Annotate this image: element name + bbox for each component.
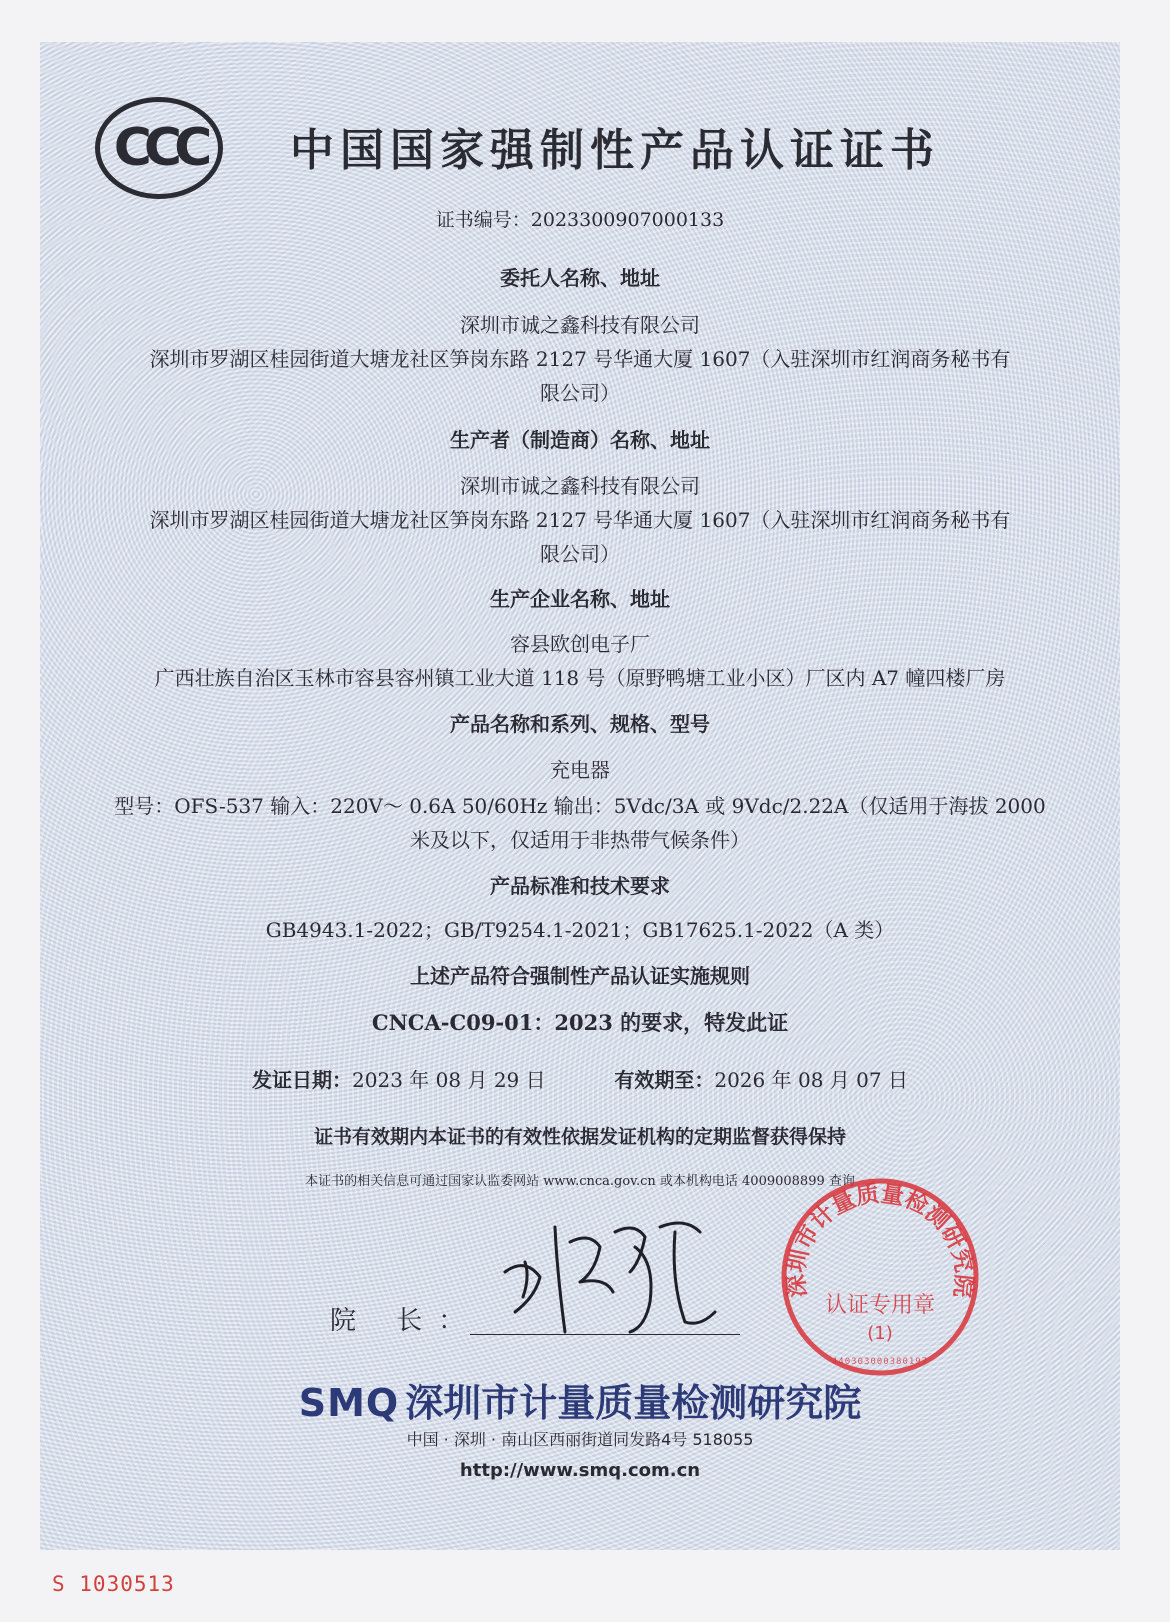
org-name: 深圳市计量质量检测研究院 (405, 1381, 862, 1425)
standards-text: GB4943.1-2022；GB/T9254.1-2021；GB17625.1-2022（A 类） (265, 918, 895, 942)
applicant-address-line1: 深圳市罗湖区桂园街道大塘龙社区笋岗东路 2127 号华通大厦 1607（入驻深圳市红润商务秘书有 (149, 347, 1011, 371)
seal-ring-text: 深圳市计量质量检测研究院 (783, 1181, 977, 1299)
inquiry-note: 本证书的相关信息可通过国家认监委网站 www.cnca.gov.cn 或本机构电话 4009008899 查询 (305, 1174, 855, 1189)
ccc-logo (95, 97, 223, 199)
ccc-logo-text: CCC (113, 118, 205, 178)
org-name-row (40, 1372, 1120, 1427)
director-signature (495, 1202, 725, 1347)
compliance-line1: 上述产品符合强制性产品认证实施规则 (410, 964, 750, 988)
applicant-heading: 委托人名称、地址 (500, 266, 660, 290)
applicant-address-line2: 限公司） (540, 381, 620, 405)
product-model-line1: 型号：OFS-537 输入：220V～ 0.6A 50/60Hz 输出：5Vdc/3A 或 9Vdc/2.22A（仅适用于海拔 2000 (114, 794, 1046, 818)
certificate-sheet (40, 42, 1120, 1550)
dates-row (40, 1064, 1120, 1093)
certificate-number: 证书编号：2023300907000133 (435, 209, 725, 231)
issue-date: 2023 年 08 月 29 日 (352, 1068, 546, 1092)
seal-center-text: 认证专用章 (824, 1293, 936, 1318)
org-url: http://www.smq.com.cn (459, 1460, 701, 1481)
serial-number: S 1030513 (52, 1572, 175, 1596)
factory-address: 广西壮族自治区玉林市容县容州镇工业大道 118 号（原野鸭塘工业小区）厂区内 A7 幢四楼厂房 (154, 666, 1006, 690)
product-model-line2: 米及以下，仅适用于非热带气候条件） (410, 828, 750, 852)
signature-label: 院 长： (330, 1306, 481, 1336)
validity-note: 证书有效期内本证书的有效性依据发证机构的定期监督获得保持 (313, 1126, 846, 1148)
standards-heading: 产品标准和技术要求 (490, 874, 670, 898)
issue-date-label: 发证日期： (252, 1068, 353, 1092)
expire-date: 2026 年 08 月 07 日 (714, 1068, 908, 1092)
seal-center-number: (1) (867, 1323, 893, 1344)
smq-logo: SMQ (298, 1381, 400, 1425)
product-heading: 产品名称和系列、规格、型号 (450, 712, 710, 736)
factory-name: 容县欧创电子厂 (510, 632, 650, 656)
seal-code: 440303000380197 (831, 1357, 929, 1367)
org-address: 中国 · 深圳 · 南山区西丽街道同发路4号 518055 (406, 1430, 754, 1449)
compliance-line2: CNCA-C09-01：2023 的要求，特发此证 (371, 1010, 789, 1035)
applicant-name: 深圳市诚之鑫科技有限公司 (460, 313, 700, 337)
manufacturer-heading: 生产者（制造商）名称、地址 (450, 428, 710, 452)
manufacturer-address-line2: 限公司） (540, 542, 620, 566)
factory-heading: 生产企业名称、地址 (490, 587, 670, 611)
certificate-title: 中国国家强制性产品认证证书 (290, 125, 940, 176)
official-seal (775, 1172, 985, 1382)
manufacturer-address-line1: 深圳市罗湖区桂园街道大塘龙社区笋岗东路 2127 号华通大厦 1607（入驻深圳市红润商务秘书有 (149, 508, 1011, 532)
manufacturer-name: 深圳市诚之鑫科技有限公司 (460, 474, 700, 498)
product-name: 充电器 (550, 758, 610, 782)
expire-date-label: 有效期至： (614, 1068, 715, 1092)
